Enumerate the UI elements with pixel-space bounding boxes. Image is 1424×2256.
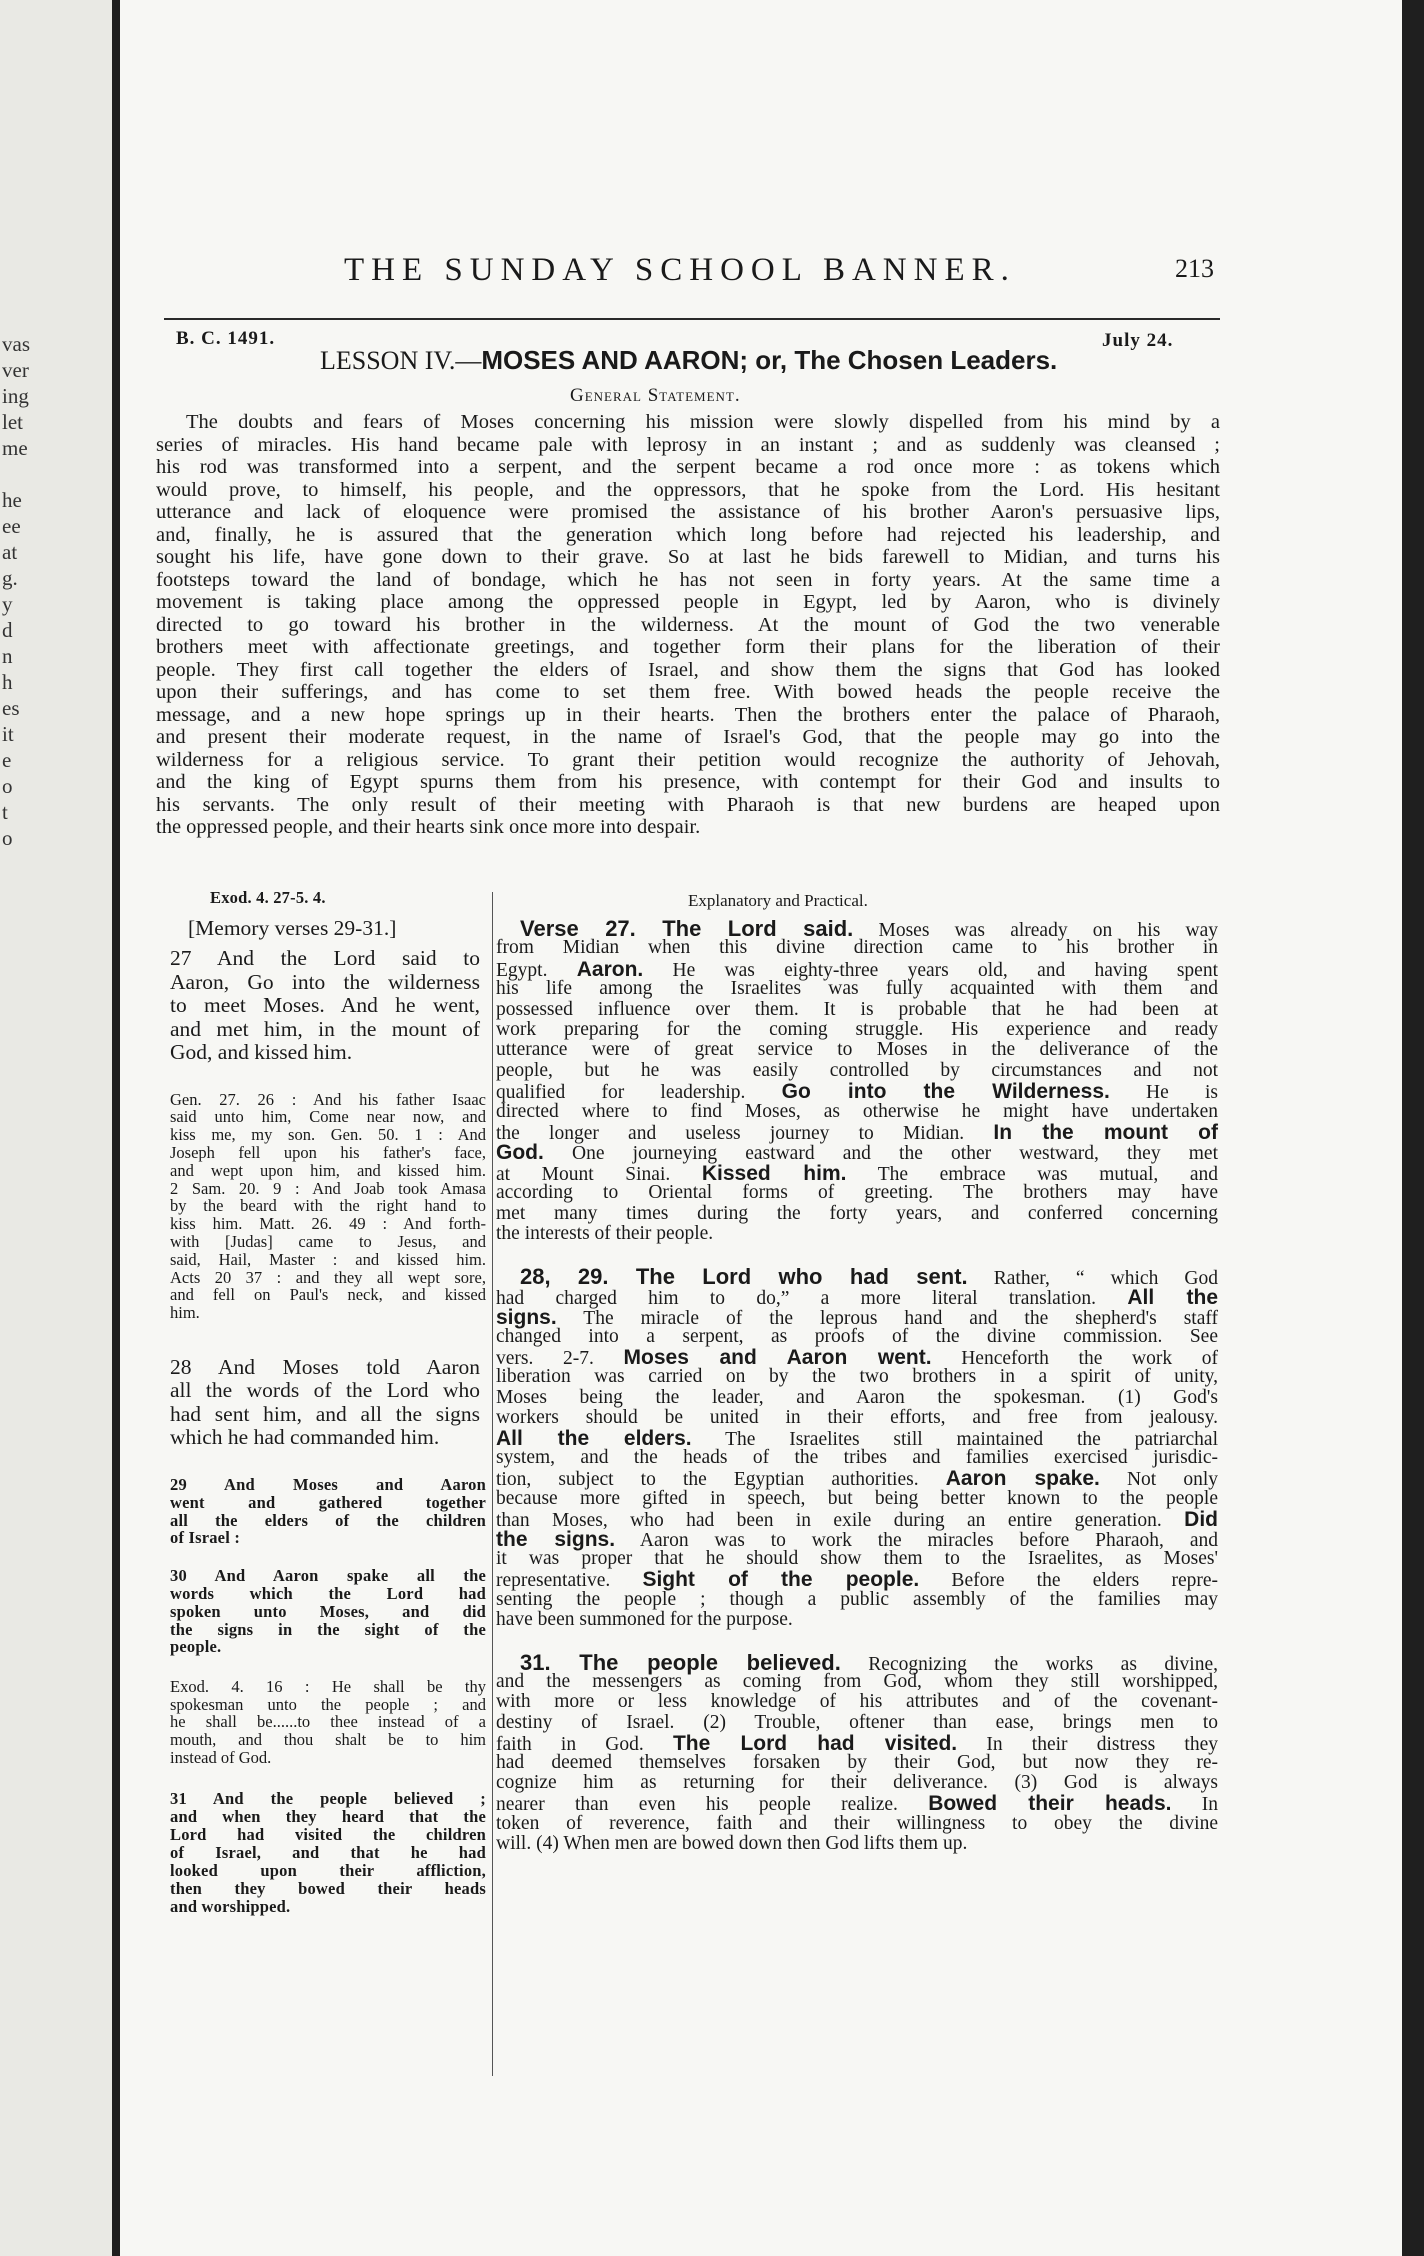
general-statement-line: the oppressed people, and their hearts sink once more into despair.: [156, 816, 701, 838]
facing-page-fragment: h: [2, 670, 13, 694]
commentary-text: than Moses, who had been in exile during an entire generation.: [496, 1509, 1185, 1531]
scripture-line: Joseph fell upon his father's face,: [170, 1142, 486, 1162]
commentary-text: He was eighty-three years old, and having spent: [643, 959, 1218, 981]
commentary-keyword: The Lord had visited.: [672, 1731, 958, 1755]
facing-page-fragment: he: [2, 488, 22, 512]
commentary-line: [496, 1814, 1218, 1834]
commentary-text: the interests of their people.: [496, 1223, 714, 1244]
scripture-line: the signs in the sight of the: [170, 1619, 486, 1639]
general-statement-line: footsteps toward the land of bondage, which he has not seen in forty years. At the same time a: [156, 568, 1220, 591]
commentary-text: liberation was carried on by the two brothers in a spirit of unity,: [496, 1366, 1218, 1388]
commentary-text: at Mount Sinai.: [496, 1163, 702, 1185]
commentary-text: will. (4) When men are bowed down then God lifts them up.: [496, 1832, 968, 1854]
scripture-line: and wept upon him, and kissed him.: [170, 1160, 486, 1180]
commentary-text: directed where to find Moses, as otherwise he might have undertaken: [496, 1100, 1218, 1122]
commentary-text: senting the people ; though a public assembly of the families may: [496, 1588, 1218, 1610]
commentary-line: [496, 1753, 1218, 1773]
general-statement-line: and, finally, he is assured that the generation which long before had rejected his leadership, and: [156, 523, 1220, 546]
scripture-line: to meet Moses. And he went,: [170, 993, 480, 1017]
commentary-keyword: 31. The people believed.: [520, 1650, 841, 1675]
facing-page-fragment: ee: [2, 514, 21, 538]
scripture-line: Exod. 4. 16 : He shall be thy: [170, 1677, 486, 1697]
commentary-line: [496, 1163, 1218, 1185]
commentary-text: In: [1171, 1794, 1218, 1816]
commentary-text: met many times during the forty years, and conferred concerning: [496, 1202, 1218, 1224]
facing-page-fragment: ver: [2, 358, 29, 382]
commentary-text: with more or less knowledge of his attributes and of the covenant-: [496, 1691, 1218, 1713]
commentary-text: The Israelites still maintained the patriarchal: [691, 1429, 1218, 1450]
scripture-line: God, and kissed him.: [170, 1040, 353, 1064]
commentary-line: [496, 1408, 1218, 1428]
commentary-line: [496, 1204, 1218, 1224]
commentary-text: workers should be united in their efforts, and free from jealousy.: [496, 1406, 1218, 1428]
commentary-text: One journeying eastward and the other westward, they met: [543, 1143, 1218, 1165]
general-statement-line: and the king of Egypt spurns them from his presence, with contempt for their God and insults to: [156, 771, 1220, 793]
commentary-line: [496, 1590, 1218, 1610]
scripture-line: 28 And Moses told Aaron: [170, 1354, 480, 1379]
commentary-keyword: Kissed him.: [701, 1161, 847, 1185]
commentary-keyword: Bowed their heads.: [928, 1792, 1172, 1816]
commentary-text: vers. 2-7.: [496, 1348, 624, 1370]
facing-page-fragment: o: [2, 774, 13, 798]
commentary-keyword: Did: [1184, 1507, 1218, 1531]
general-statement-line: people. They first call together the elders of Israel, and show them the signs that God has looked: [156, 658, 1220, 681]
commentary-line: [496, 959, 1218, 981]
scripture-line: him.: [170, 1303, 200, 1323]
general-statement-line: his servants. The only result of their meeting with Pharaoh is that new burdens are heaped upon: [156, 793, 1220, 816]
general-statement-line: brothers meet with affectionate greetings, and together form their plans for the liberation of their: [156, 636, 1220, 658]
commentary-text: The miracle of the leprous hand and the shepherd's staff: [556, 1307, 1218, 1329]
commentary-heading: Explanatory and Practical.: [688, 891, 868, 910]
general-statement-line: directed to go toward his brother in the wilderness. At the mount of God the two venerable: [156, 613, 1220, 636]
general-statement-line: wilderness for a religious service. To grant their petition would recognize the authority of Jehovah,: [156, 748, 1220, 771]
facing-page-fragment: o: [2, 826, 13, 850]
general-statement-line: series of miracles. His hand became pale with leprosy in an instant ; and as suddenly was cleansed ;: [156, 433, 1220, 456]
general-statement-line: upon their sufferings, and has come to set them free. With bowed heads the people receive the: [156, 681, 1220, 703]
scripture-line: and fell on Paul's neck, and kissed: [170, 1285, 486, 1305]
scripture-line: then they bowed their heads: [170, 1879, 486, 1899]
commentary-text: token of reverence, faith and their willingness to obey the divine: [496, 1812, 1218, 1834]
scripture-line: kiss him. Matt. 26. 49 : And forth-: [170, 1214, 486, 1234]
commentary-keyword: Moses and Aaron went.: [623, 1346, 932, 1370]
facing-page-fragment: d: [2, 618, 13, 642]
page-number: 213: [1175, 254, 1214, 283]
commentary-text: cognize him as returning for their deliverance. (3) God is always: [496, 1772, 1218, 1794]
commentary-keyword: All the: [1127, 1285, 1218, 1309]
commentary-text: In their distress they: [957, 1733, 1218, 1755]
scripture-line: went and gathered together: [170, 1492, 486, 1512]
commentary-text: people, but he was easily controlled by circumstances and not: [496, 1059, 1218, 1081]
facing-page-fragment: es: [2, 696, 20, 720]
general-statement-line: message, and a new hope springs up in their hearts. Then the brothers enter the palace of Pharaoh,: [156, 703, 1220, 726]
general-statement-line: movement is taking place among the oppressed people in Egypt, led by Aaron, who is divinely: [156, 591, 1220, 613]
commentary-text: representative.: [496, 1570, 643, 1592]
commentary-text: from Midian when this divine direction came to his brother in: [496, 937, 1218, 959]
scripture-line: said unto him, Come near now, and: [170, 1107, 486, 1127]
scripture-line: and met him, in the mount of: [170, 1016, 480, 1041]
commentary-line: [496, 1367, 1218, 1387]
scripture-line: which he had commanded him.: [170, 1425, 440, 1450]
commentary-text: possessed influence over them. It is probable that he had been at: [496, 998, 1218, 1020]
facing-page-fragment: e: [2, 748, 12, 772]
commentary-text: Rather, “ which God: [967, 1268, 1219, 1290]
commentary-keyword: signs.: [496, 1305, 557, 1329]
commentary-line: [496, 938, 1218, 958]
commentary-text: Moses being the leader, and Aaron the spokesman. (1) God's: [496, 1386, 1218, 1408]
commentary-line: [496, 1287, 1218, 1309]
general-statement-line: sought his life, have gone down to their grave. So at last he bids farewell to Midian, and turns his: [156, 546, 1220, 568]
commentary-keyword: Aaron spake.: [945, 1467, 1100, 1491]
commentary-text: He is: [1109, 1082, 1218, 1104]
commentary-line: [496, 1142, 1218, 1164]
scripture-line: all the words of the Lord who: [170, 1378, 480, 1403]
commentary-line: [496, 1327, 1218, 1347]
commentary-line: [496, 1102, 1218, 1122]
commentary-text: according to Oriental forms of greeting. The brothers may have: [496, 1182, 1218, 1204]
general-statement-line: would prove, to himself, his people, and the oppressors, that he spoke from the Lord. His hesitant: [156, 478, 1220, 501]
commentary-line: [496, 1692, 1218, 1712]
commentary-text: Henceforth the work of: [931, 1348, 1218, 1370]
commentary-text: Not only: [1099, 1469, 1219, 1491]
general-statement-heading: General Statement.: [570, 385, 741, 406]
commentary-text: it was proper that he should show them to the Israelites, as Moses': [496, 1548, 1218, 1570]
commentary-text: have been summoned for the purpose.: [496, 1608, 793, 1630]
commentary-line: [496, 1773, 1218, 1793]
commentary-text: The embrace was mutual, and: [846, 1163, 1218, 1185]
lesson-name: MOSES AND AARON: [481, 345, 740, 375]
scripture-line: instead of God.: [170, 1747, 272, 1767]
scripture-line: kiss me, my son. Gen. 50. 1 : And: [170, 1125, 486, 1145]
commentary-keyword: Verse 27. The Lord said.: [520, 916, 854, 941]
commentary-text: work preparing for the coming struggle. His experience and ready: [496, 1019, 1218, 1040]
commentary-text: Moses was already on his way: [853, 920, 1218, 941]
general-statement-line: utterance and lack of eloquence were promised the assistance of his brother Aaron's persuasive lips,: [156, 501, 1220, 523]
lesson-subtitle: ; or, The Chosen Leaders.: [739, 345, 1058, 375]
commentary-text: Recognizing the works as divine,: [840, 1654, 1218, 1675]
scripture-line: of Israel :: [170, 1528, 241, 1548]
facing-page-fragment: vas: [2, 332, 30, 356]
lesson-date: July 24.: [1102, 330, 1174, 351]
lesson-prefix: LESSON IV.—: [320, 346, 482, 375]
commentary-text: the longer and useless journey to Midian.: [496, 1123, 994, 1144]
commentary-keyword: Go into the Wilderness.: [781, 1080, 1110, 1104]
commentary-keyword: God.: [496, 1141, 544, 1165]
commentary-keyword: Aaron.: [576, 957, 644, 981]
commentary-text: because more gifted in speech, but being better known to the people: [496, 1487, 1218, 1509]
facing-page-fragment: let: [2, 410, 23, 434]
commentary-text: had deemed themselves forsaken by their God, but now they re-: [496, 1752, 1218, 1773]
commentary-keyword: In the mount of: [993, 1121, 1219, 1144]
scripture-line: 30 And Aaron spake all the: [170, 1566, 486, 1586]
scripture-line: spokesman unto the people ; and: [170, 1694, 486, 1714]
commentary-text: utterance were of great service to Moses in the deliverance of the: [496, 1039, 1218, 1061]
scripture-line: and worshipped.: [170, 1897, 291, 1917]
commentary-text: Before the elders repre-: [919, 1570, 1219, 1592]
commentary-line: [496, 1388, 1218, 1408]
commentary-line: [496, 979, 1218, 999]
scripture-line: words which the Lord had: [170, 1583, 486, 1603]
lesson-year: B. C. 1491.: [176, 328, 276, 349]
commentary-line: [496, 1610, 793, 1630]
column-divider: [492, 892, 493, 2076]
lesson-title: [320, 345, 1057, 376]
commentary-text: nearer than even his people realize.: [496, 1794, 929, 1816]
commentary-line: [520, 1266, 1218, 1289]
commentary-keyword: Sight of the people.: [642, 1568, 920, 1592]
general-statement-line: his rod was transformed into a serpent, and the serpent became a rod once more : as tokens which: [156, 456, 1220, 478]
facing-page-fragment: at: [2, 540, 18, 564]
commentary-text: qualified for leadership.: [496, 1082, 782, 1104]
facing-page-fragment: ing: [2, 384, 29, 408]
general-statement-line: and present their moderate request, in the name of Israel's God, that the people may go into the: [156, 726, 1220, 748]
running-title: THE SUNDAY SCHOOL BANNER.: [344, 252, 1016, 288]
commentary-line: [496, 1448, 1218, 1468]
book-page: [120, 0, 1402, 2256]
scripture-line: mouth, and thou shalt be to him: [170, 1729, 486, 1749]
scripture-line: and when they heard that the: [170, 1807, 486, 1827]
facing-page-fragment: g.: [2, 566, 18, 590]
scripture-line: Lord had visited the children: [170, 1825, 486, 1845]
commentary-text: tion, subject to the Egyptian authorities.: [496, 1469, 946, 1491]
facing-page-fragment: it: [2, 722, 14, 746]
commentary-line: [496, 1834, 967, 1854]
commentary-text: his life among the Israelites was fully acquainted with them and: [496, 978, 1218, 1000]
commentary-keyword: All the elders.: [496, 1427, 692, 1450]
scripture-line: 29 And Moses and Aaron: [170, 1474, 486, 1494]
scripture-line: of Israel, and that he had: [170, 1843, 486, 1863]
commentary-line: [496, 1000, 1218, 1020]
commentary-line: [496, 1040, 1218, 1060]
scripture-line: spoken unto Moses, and did: [170, 1601, 486, 1621]
commentary-text: changed into a serpent, as proofs of the divine commission. See: [496, 1326, 1218, 1347]
commentary-line: [496, 1183, 1218, 1203]
commentary-text: and the messengers as coming from God, whom they still worshipped,: [496, 1671, 1218, 1693]
commentary-text: system, and the heads of the tribes and families exercised jurisdic-: [496, 1447, 1218, 1469]
scripture-line: looked upon their affliction,: [170, 1861, 486, 1881]
header-rule: [164, 318, 1220, 320]
scripture-line: Aaron, Go into the wilderness: [170, 969, 480, 994]
commentary-text: destiny of Israel. (2) Trouble, oftener than ease, brings men to: [496, 1711, 1218, 1733]
commentary-line: [496, 1713, 1218, 1733]
scripture-line: he shall be......to thee instead of a: [170, 1712, 486, 1732]
facing-page-edge: [0, 0, 112, 2256]
scripture-line: with [Judas] came to Jesus, and: [170, 1231, 486, 1251]
scripture-line: 31 And the people believed ;: [170, 1789, 486, 1809]
scripture-line: 27 And the Lord said to: [170, 946, 480, 970]
commentary-text: faith in God.: [496, 1733, 673, 1755]
commentary-line: [496, 1020, 1218, 1040]
scripture-line: had sent him, and all the signs: [170, 1401, 480, 1426]
commentary-text: had charged him to do,” a more literal translation.: [496, 1287, 1128, 1309]
commentary-line: [496, 1489, 1218, 1509]
commentary-text: Egypt.: [496, 959, 577, 981]
commentary-line: [496, 1224, 713, 1244]
commentary-keyword: the signs.: [496, 1528, 616, 1551]
commentary-line: [496, 1122, 1218, 1144]
scripture-line: people.: [170, 1637, 222, 1657]
memory-verses-note: [Memory verses 29-31.]: [188, 916, 397, 940]
scripture-line: by the beard with the right hand to: [170, 1196, 486, 1216]
scripture-line: all the elders of the children: [170, 1510, 486, 1530]
scripture-reference: Exod. 4. 27-5. 4.: [210, 888, 326, 907]
facing-page-fragment: n: [2, 644, 13, 668]
scripture-line: 2 Sam. 20. 9 : And Joab took Amasa: [170, 1178, 486, 1198]
scripture-line: Acts 20 37 : and they all wept sore,: [170, 1267, 486, 1287]
facing-page-fragment: t: [2, 800, 8, 824]
commentary-keyword: 28, 29. The Lord who had sent.: [520, 1264, 968, 1290]
scripture-line: Gen. 27. 26 : And his father Isaac: [170, 1089, 486, 1109]
commentary-text: Aaron was to work the miracles before Pharaoh, and: [615, 1530, 1218, 1551]
scripture-line: said, Hail, Master : and kissed him.: [170, 1249, 486, 1269]
general-statement-line: The doubts and fears of Moses concerning his mission were slowly dispelled from his mind by a: [186, 411, 1220, 433]
facing-page-fragment: me: [2, 436, 28, 460]
commentary-line: [496, 1549, 1218, 1569]
commentary-line: [496, 1672, 1218, 1692]
facing-page-fragment: y: [2, 592, 13, 616]
commentary-line: [496, 1081, 1218, 1103]
commentary-line: [496, 1061, 1218, 1081]
